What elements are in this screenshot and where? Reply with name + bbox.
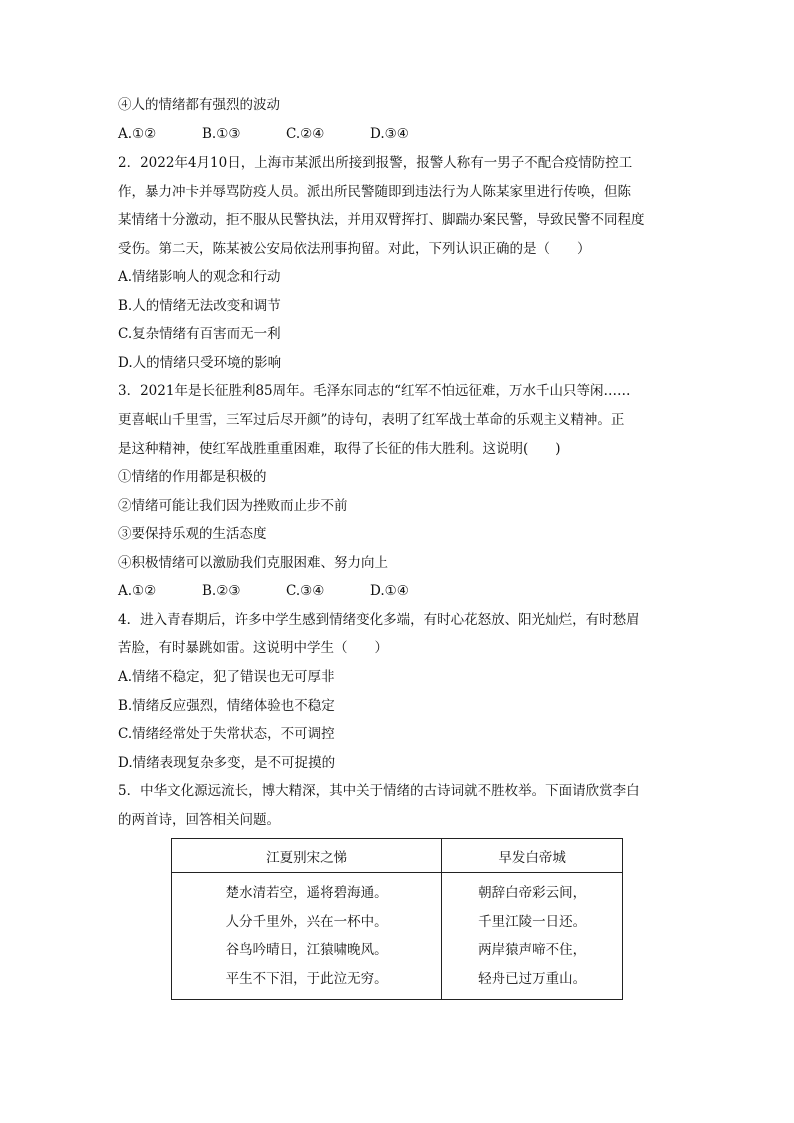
poem-right-body	[442, 873, 623, 1000]
q3-stem-line-1: 3．2021年是长征胜利85周年。毛泽东同志的“红军不怕远征难，万水千山只等闲……	[118, 383, 631, 399]
q2-stem-line-3: 某情绪十分激动，拒不服从民警执法，并用双臂挥打、脚踹办案民警，导致民警不同程度	[118, 212, 645, 228]
q4-option-d: D.情绪表现复杂多变，是不可捉摸的	[118, 755, 336, 771]
q4-stem-line-1: 4．进入青春期后，许多中学生感到情绪变化多端，有时心花怒放、阳光灿烂，有时愁眉	[118, 612, 640, 628]
q3-stem-line-3: 是这种精神，使红军战胜重重困难，取得了长征的伟大胜利。这说明( )	[118, 441, 561, 457]
poem-left-title: 江夏别宋之悌	[172, 839, 442, 873]
q2-option-a: A.情绪影响人的观念和行动	[118, 269, 281, 285]
q3-item-3: ③要保持乐观的生活态度	[118, 526, 267, 542]
poem-left-line: 楚水清若空，遥将碧海通。	[225, 885, 388, 901]
q1-item-4: ④人的情绪都有强烈的波动	[118, 97, 280, 113]
poems-table	[171, 838, 623, 1000]
q4-option-b: B.情绪反应强烈，情绪体验也不稳定	[118, 698, 335, 714]
poem-right-line: 千里江陵一日还。	[478, 913, 587, 930]
poem-right-line: 朝辞白帝彩云间，	[478, 885, 587, 901]
q3-item-2: ②情绪可能让我们因为挫败而止步不前	[118, 498, 348, 514]
poems-header-row	[172, 839, 623, 873]
poem-right-title: 早发白帝城	[442, 839, 623, 873]
q4-option-a: A.情绪不稳定，犯了错误也无可厚非	[118, 669, 335, 685]
poem-right-line: 两岸猿声啼不住，	[478, 942, 587, 958]
q2-stem-line-2: 作，暴力冲卡并辱骂防疫人员。派出所民警随即到违法行为人陈某家里进行传唤，但陈	[118, 184, 631, 200]
q2-option-b: B.人的情绪无法改变和调节	[118, 298, 281, 314]
q1-option-d: D.③④	[370, 126, 409, 142]
q3-option-b: B.②③	[202, 583, 241, 599]
q2-stem-line-1: 2．2022年4月10日，上海市某派出所接到报警，报警人称有一男子不配合疫情防控工	[118, 155, 633, 171]
q1-option-a: A.①②	[118, 126, 157, 142]
q5-stem-line-2: 的两首诗，回答相关问题。	[118, 812, 280, 828]
q1-option-c: C.②④	[286, 126, 325, 142]
q4-stem-line-2: 苦脸，有时暴跳如雷。这说明中学生（ ）	[118, 640, 388, 656]
q4-option-c: C.情绪经常处于失常状态，不可调控	[118, 726, 335, 742]
q3-options	[118, 582, 409, 600]
poem-left-body	[172, 873, 442, 1000]
q3-stem-line-2: 更喜岷山千里雪，三军过后尽开颜”的诗句，表明了红军战士革命的乐观主义精神。正	[118, 412, 625, 428]
q2-stem-line-4: 受伤。第二天，陈某被公安局依法刑事拘留。对此，下列认识正确的是（ ）	[118, 241, 591, 257]
q3-option-d: D.①④	[370, 583, 409, 599]
poem-right-line: 轻舟已过万重山。	[478, 970, 587, 987]
q5-stem-line-1: 5．中华文化源远流长，博大精深，其中关于情绪的古诗词就不胜枚举。下面请欣赏李白	[118, 783, 640, 799]
poems-body-row	[172, 873, 623, 1000]
poem-left-line: 人分千里外，兴在一杯中。	[225, 913, 388, 930]
q3-item-4: ④积极情绪可以激励我们克服困难、努力向上	[118, 555, 388, 571]
q3-option-a: A.①②	[118, 583, 157, 599]
q1-option-b: B.①③	[202, 126, 241, 142]
q3-item-1: ①情绪的作用都是积极的	[118, 469, 267, 485]
poem-left-line: 谷鸟吟晴日，江猿啸晚风。	[225, 942, 388, 958]
poem-left-line: 平生不下泪，于此泣无穷。	[225, 970, 388, 987]
q3-option-c: C.③④	[286, 583, 325, 599]
q1-options	[118, 125, 409, 143]
q2-option-c: C.复杂情绪有百害而无一利	[118, 326, 281, 342]
q2-option-d: D.人的情绪只受环境的影响	[118, 355, 282, 371]
